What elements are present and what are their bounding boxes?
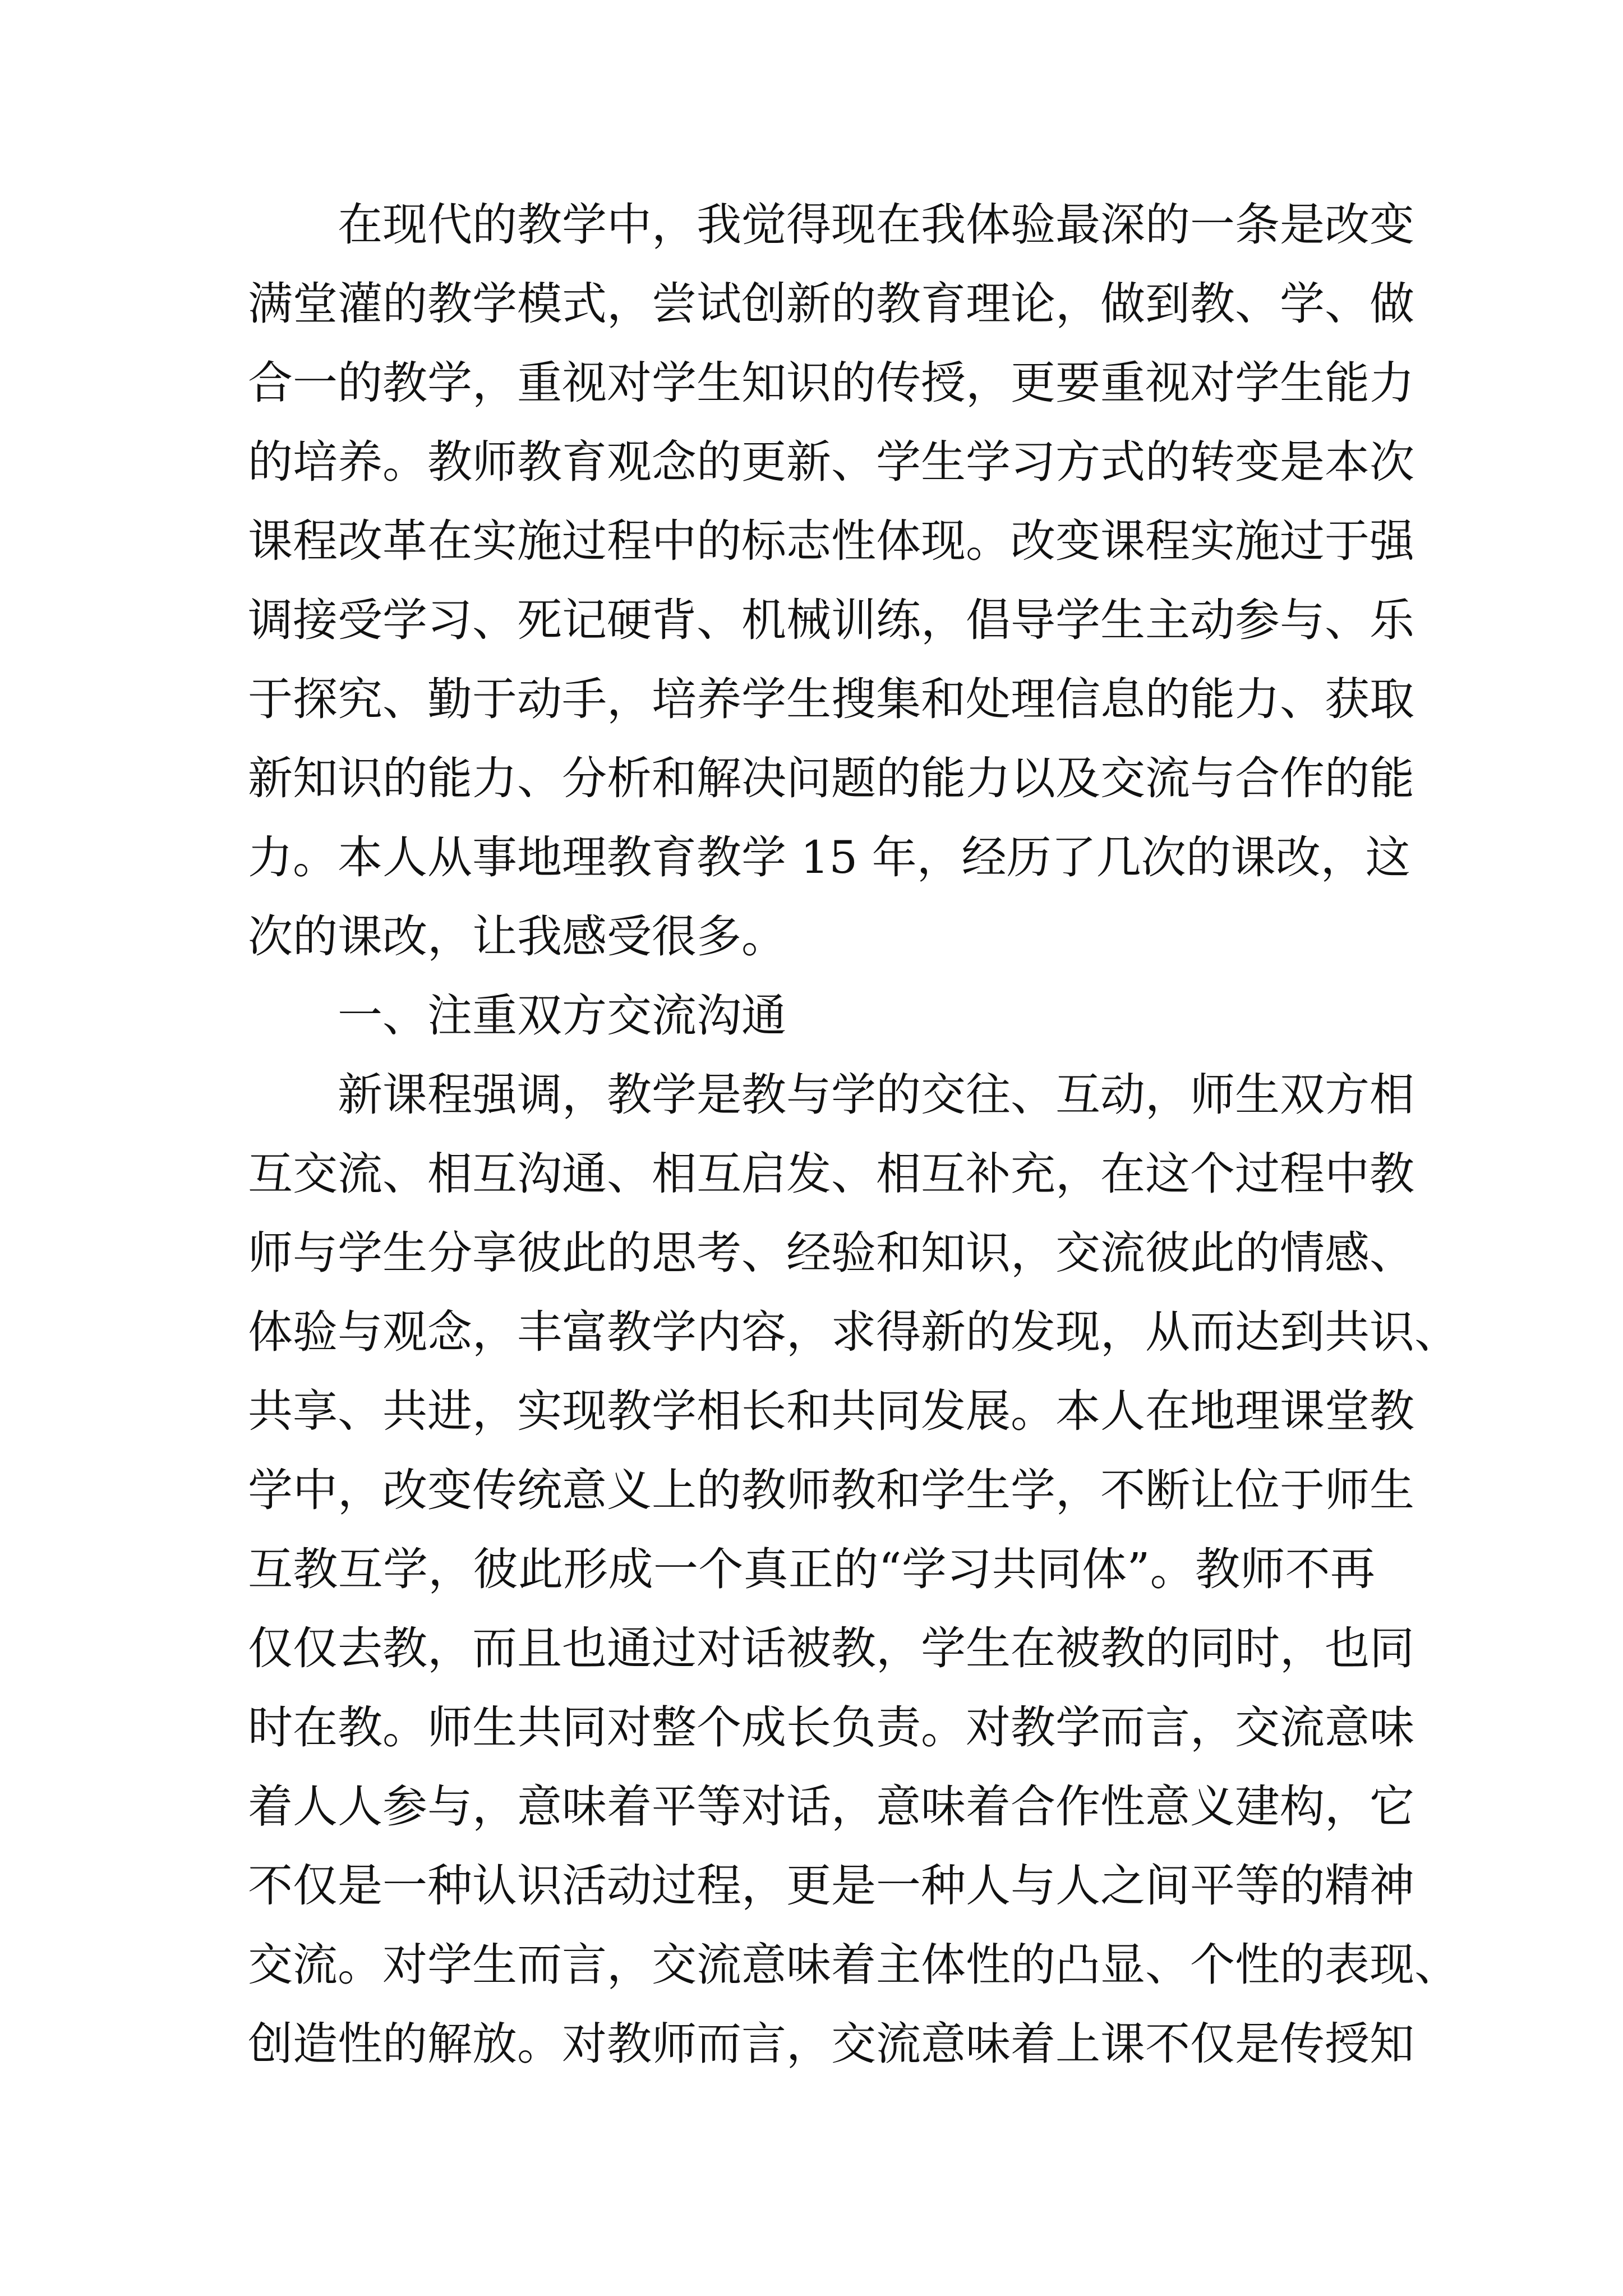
paragraph-line: 互交流、相互沟通、相互启发、相互补充，在这个过程中教 (248, 1148, 1414, 1200)
paragraph-line: 满堂灌的教学模式，尝试创新的教育理论，做到教、学、做 (248, 278, 1414, 330)
paragraph-line: 互教互学，彼此形成一个真正的“学习共同体”。教师不再 (248, 1543, 1375, 1595)
paragraph-line: 学中，改变传统意义上的教师教和学生学，不断让位于师生 (248, 1464, 1414, 1516)
paragraph-line: 创造性的解放。对教师而言，交流意味着上课不仅是传授知 (248, 2018, 1414, 2070)
section-heading: 一、注重双方交流沟通 (338, 990, 786, 1042)
document-body (248, 185, 1459, 2083)
paragraph-line: 力。本人从事地理教育教学 15 年，经历了几次的课改，这 (248, 831, 1410, 884)
paragraph-line: 体验与观念，丰富教学内容，求得新的发现，从而达到共识、 (248, 1306, 1459, 1358)
paragraph-line: 共享、共进，实现教学相长和共同发展。本人在地理课堂教 (248, 1385, 1414, 1437)
paragraph-line: 新课程强调，教学是教与学的交往、互动，师生双方相 (338, 1069, 1414, 1121)
paragraph-line: 仅仅去教，而且也通过对话被教，学生在被教的同时，也同 (248, 1622, 1414, 1674)
paragraph-line: 着人人参与，意味着平等对话，意味着合作性意义建构，它 (248, 1780, 1414, 1833)
paragraph-line: 次的课改，让我感受很多。 (248, 910, 786, 963)
paragraph-line: 于探究、勤于动手，培养学生搜集和处理信息的能力、获取 (248, 673, 1414, 725)
paragraph-line: 交流。对学生而言，交流意味着主体性的凸显、个性的表现、 (248, 1939, 1459, 1991)
paragraph-line: 课程改革在实施过程中的标志性体现。改变课程实施过于强 (248, 515, 1414, 567)
paragraph-line: 不仅是一种认识活动过程，更是一种人与人之间平等的精神 (248, 1860, 1414, 1912)
paragraph-line: 师与学生分享彼此的思考、经验和知识，交流彼此的情感、 (248, 1227, 1414, 1279)
paragraph-line: 调接受学习、死记硬背、机械训练，倡导学生主动参与、乐 (248, 594, 1414, 646)
paragraph-line: 新知识的能力、分析和解决问题的能力以及交流与合作的能 (248, 752, 1414, 804)
paragraph-line: 合一的教学，重视对学生知识的传授，更要重视对学生能力 (248, 357, 1414, 409)
paragraph-line: 时在教。师生共同对整个成长负责。对教学而言，交流意味 (248, 1701, 1414, 1754)
paragraph-line: 在现代的教学中，我觉得现在我体验最深的一条是改变 (338, 199, 1414, 251)
paragraph-line: 的培养。教师教育观念的更新、学生学习方式的转变是本次 (248, 436, 1414, 488)
